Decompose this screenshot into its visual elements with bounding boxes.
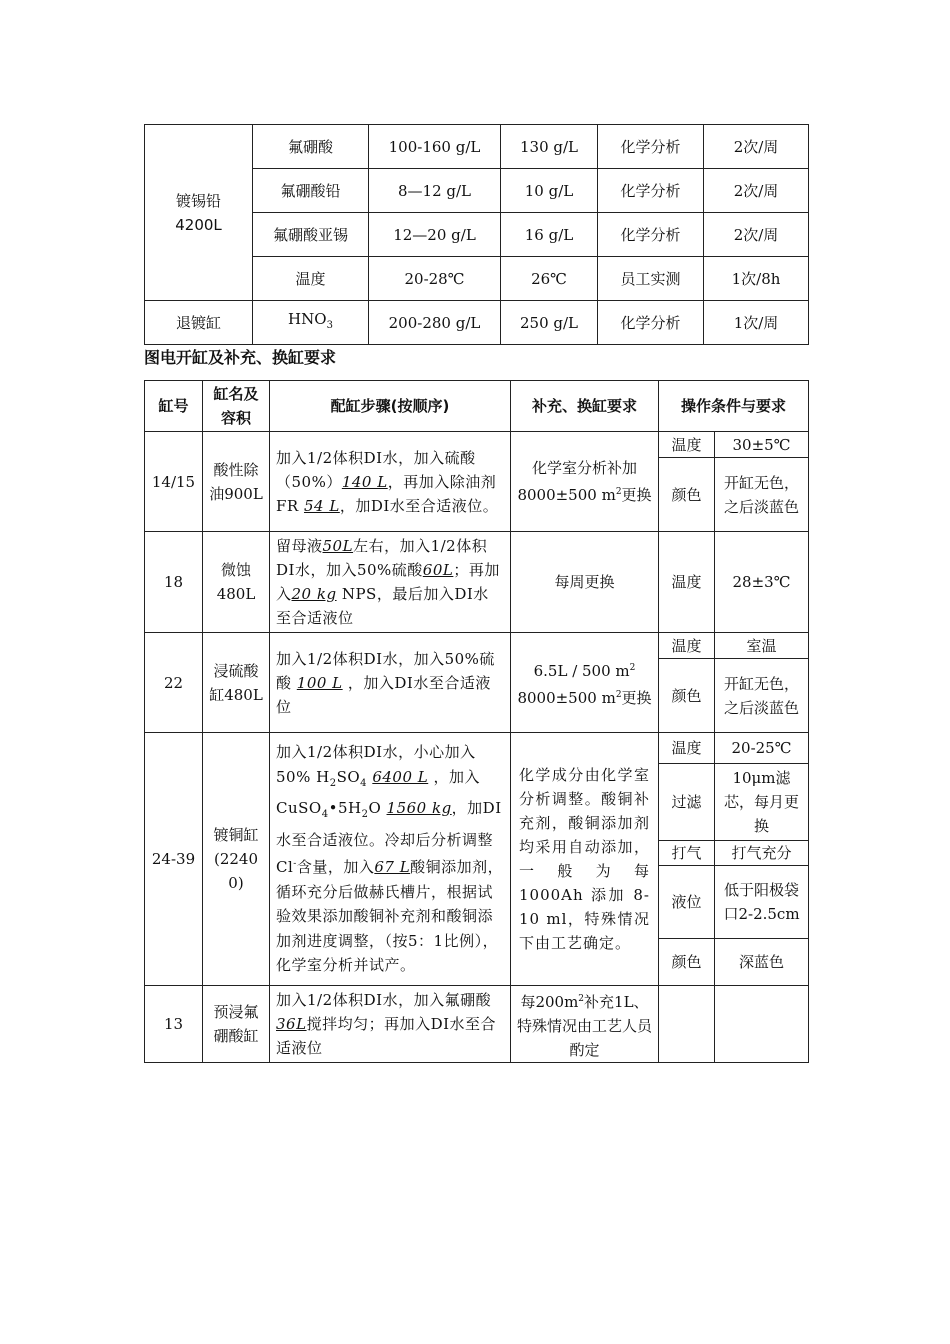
script-text: 2 — [329, 777, 337, 789]
condition-label: 温度 — [659, 532, 715, 633]
condition-label: 过滤 — [659, 764, 715, 841]
condition-label: 温度 — [659, 633, 715, 659]
script-text: - — [293, 859, 297, 870]
bath-name: 退镀缸 — [145, 301, 253, 345]
text-fragment: 搅拌均匀；再加入DI水至合适液位 — [276, 1015, 497, 1057]
underlined-quantity: 67 L — [374, 858, 411, 877]
table-row — [145, 301, 809, 345]
bath-volume: 4200L — [175, 215, 222, 234]
script-text: 2 — [615, 487, 622, 497]
tank-steps — [270, 633, 511, 733]
table-row — [145, 633, 809, 659]
condition-value: 20-25℃ — [715, 733, 809, 764]
tank-steps — [270, 532, 511, 633]
text-fragment: 含量，加入 — [296, 858, 375, 877]
tank-no: 22 — [145, 633, 203, 733]
tank-name: 浸硫酸缸480L — [203, 633, 270, 733]
range-cell: 8—12 g/L — [369, 169, 501, 213]
text-fragment: 8000±500 m — [517, 688, 616, 707]
tank-name: 预浸氟硼酸缸 — [203, 986, 270, 1063]
header-steps: 配缸步骤(按顺序) — [270, 381, 511, 432]
target-cell: 16 g/L — [501, 213, 598, 257]
table-row — [145, 125, 809, 169]
text-fragment: ，加DI水至合适液位。 — [339, 496, 499, 515]
text-fragment: ，再加入除油剂 FR — [276, 472, 497, 515]
condition-value: 开缸无色，之后淡蓝色 — [715, 659, 809, 733]
header-replace: 补充、换缸要求 — [511, 381, 659, 432]
condition-label: 温度 — [659, 733, 715, 764]
range-cell: 20-28℃ — [369, 257, 501, 301]
bath-name-cell — [145, 125, 253, 301]
text-fragment: 补充1L、特殊情况由工艺人员酌定 — [516, 992, 652, 1059]
script-text: 2 — [578, 993, 585, 1004]
text-fragment: 每200m — [520, 992, 579, 1011]
target-cell: 130 g/L — [501, 125, 598, 169]
freq-cell: 1次/周 — [704, 301, 809, 345]
condition-label: 颜色 — [659, 458, 715, 532]
text-fragment: 左右，加入1/2体积DI水，加入50%硫酸 — [276, 537, 488, 579]
underlined-quantity: 100 L — [296, 673, 343, 692]
condition-label: 打气 — [659, 841, 715, 866]
text-fragment: 酸铜添加剂，循环充分后做赫氏槽片，根据试验效果添加酸铜补充剂和酸铜添加剂进度调整，（按5：1比例），化学室分析并试产。 — [276, 858, 504, 975]
condition-value: 10μm滤芯，每月更换 — [715, 764, 809, 841]
tank-name: 酸性除油900L — [203, 432, 270, 532]
underlined-quantity: 54 L — [303, 496, 340, 515]
condition-value: 30±5℃ — [715, 432, 809, 458]
tank-name: 微蚀480L — [203, 532, 270, 633]
target-cell: 26℃ — [501, 257, 598, 301]
text-fragment: 加入1/2体积DI水，加入50%硫酸 — [276, 649, 495, 692]
header-conditions: 操作条件与要求 — [659, 381, 809, 432]
text-fragment: ，加入DI水至合适液位 — [276, 673, 491, 716]
tank-no: 13 — [145, 986, 203, 1063]
tank-replace — [511, 633, 659, 733]
item-cell — [253, 301, 369, 345]
table-row — [145, 432, 809, 458]
tank-replace: 化学成分由化学室分析调整。酸铜补充剂，酸铜添加剂均采用自动添加，一般为每 1000Ah 添加 8-10 ml，特殊情况下由工艺确定。 — [511, 733, 659, 986]
text-fragment: 化学室分析补加8000±500 m — [517, 459, 637, 504]
item-cell: 氟硼酸铅 — [253, 169, 369, 213]
script-text: 2 — [361, 809, 369, 821]
range-cell: 12—20 g/L — [369, 213, 501, 257]
tank-steps — [270, 733, 511, 986]
text-fragment: 加入1/2体积DI水，小心加入50% H — [276, 743, 476, 786]
condition-label: 液位 — [659, 866, 715, 939]
tank-no: 14/15 — [145, 432, 203, 532]
method-cell: 化学分析 — [598, 169, 704, 213]
script-text: 4 — [321, 809, 329, 821]
underlined-quantity: 1560 kg — [386, 799, 452, 818]
text-fragment: ，加DI水至合适液位。冷却后分析调整Cl — [276, 799, 502, 877]
section-caption: 图电开缸及补充、换缸要求 — [144, 348, 337, 367]
underlined-quantity: 140 L — [341, 472, 388, 491]
tank-replace — [511, 986, 659, 1063]
target-cell: 250 g/L — [501, 301, 598, 345]
range-cell: 100-160 g/L — [369, 125, 501, 169]
bath-analysis-table — [144, 124, 809, 345]
table-header-row — [145, 381, 809, 432]
script-text: 3 — [326, 320, 333, 331]
condition-label: 温度 — [659, 432, 715, 458]
text-fragment: 加入1/2体积DI水，加入氟硼酸 — [276, 991, 492, 1009]
header-no: 缸号 — [145, 381, 203, 432]
condition-label — [659, 986, 715, 1063]
method-cell: 化学分析 — [598, 301, 704, 345]
item-cell: 氟硼酸 — [253, 125, 369, 169]
text-fragment: •5H — [328, 799, 362, 818]
target-cell: 10 g/L — [501, 169, 598, 213]
text-fragment: ，加入CuSO — [276, 767, 480, 818]
condition-value: 室温 — [715, 633, 809, 659]
condition-value: 开缸无色，之后淡蓝色 — [715, 458, 809, 532]
freq-cell: 1次/8h — [704, 257, 809, 301]
tank-no: 18 — [145, 532, 203, 633]
method-cell: 员工实测 — [598, 257, 704, 301]
script-text: 4 — [360, 777, 368, 789]
method-cell: 化学分析 — [598, 125, 704, 169]
script-text: 2 — [615, 689, 622, 700]
header-name: 缸名及容积 — [203, 381, 270, 432]
underlined-quantity: 20 kg — [291, 585, 337, 603]
range-cell: 200-280 g/L — [369, 301, 501, 345]
underlined-quantity: 6400 L — [372, 767, 429, 786]
text-fragment: 加入1/2体积DI水，加入硫酸（50%） — [276, 448, 476, 491]
tank-no: 24-39 — [145, 733, 203, 986]
tank-replace: 每周更换 — [511, 532, 659, 633]
text-fragment: 更换 — [621, 688, 652, 707]
tank-steps — [270, 986, 511, 1063]
text-fragment: O — [368, 799, 387, 818]
table-row — [145, 532, 809, 633]
underlined-quantity: 60L — [422, 561, 454, 579]
text-fragment: SO — [336, 767, 361, 786]
tank-replace — [511, 432, 659, 532]
text-fragment: HNO — [288, 310, 327, 328]
condition-value — [715, 986, 809, 1063]
script-text: 2 — [629, 662, 636, 673]
freq-cell: 2次/周 — [704, 213, 809, 257]
bath-name: 镀锡铅 — [175, 191, 221, 210]
freq-cell: 2次/周 — [704, 125, 809, 169]
tank-steps — [270, 432, 511, 532]
text-fragment: 更换 — [621, 486, 652, 504]
text-fragment: 留母液 — [276, 537, 323, 555]
freq-cell: 2次/周 — [704, 169, 809, 213]
condition-label: 颜色 — [659, 939, 715, 986]
underlined-quantity: 50L — [322, 537, 354, 555]
condition-value: 打气充分 — [715, 841, 809, 866]
method-cell: 化学分析 — [598, 213, 704, 257]
condition-label: 颜色 — [659, 659, 715, 733]
text-fragment: NPS，最后加入DI水至合适液位 — [276, 585, 489, 627]
item-cell: 温度 — [253, 257, 369, 301]
condition-value: 深蓝色 — [715, 939, 809, 986]
table-row — [145, 986, 809, 1063]
table-row — [145, 733, 809, 764]
text-fragment: 6.5L / 500 m — [533, 661, 630, 680]
underlined-quantity: 36L — [276, 1015, 307, 1033]
tank-name: 镀铜缸(22400) — [203, 733, 270, 986]
condition-value: 28±3℃ — [715, 532, 809, 633]
item-cell: 氟硼酸亚锡 — [253, 213, 369, 257]
condition-value: 低于阳极袋口2-2.5cm — [715, 866, 809, 939]
tank-requirements-table — [144, 380, 809, 1063]
text-fragment: ；再加入 — [276, 561, 500, 603]
